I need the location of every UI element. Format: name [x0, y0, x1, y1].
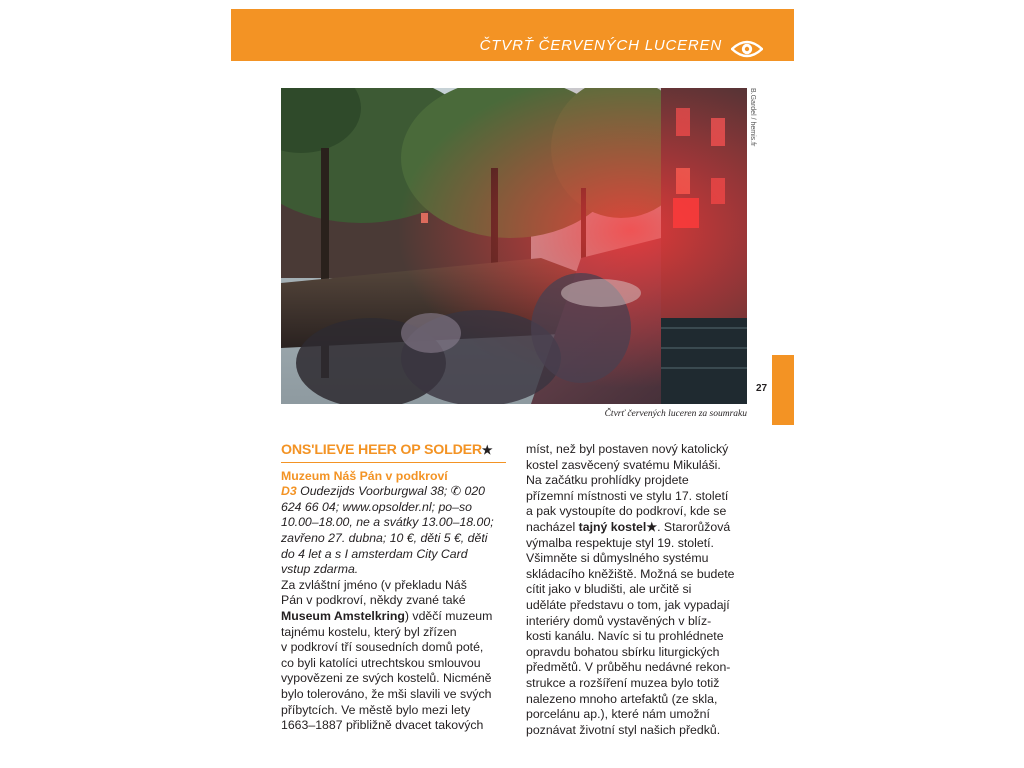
body-line: porcelánu ap.), které nám umožní: [526, 707, 710, 722]
body-line: opravdu bohatou sbírku liturgických: [526, 644, 720, 659]
body-line: předmětů. V průběhu nedávné rekon-: [526, 660, 731, 675]
chapter-header: [231, 9, 794, 61]
body-line: vypovězeni ze svých kostelů. Nicméně: [281, 671, 492, 686]
body-line: přízemní místnosti ve stylu 17. století: [526, 488, 729, 503]
article-right-column: [526, 442, 751, 738]
body-line: výmalba respektuje styl 19. století.: [526, 535, 714, 550]
museum-amstelkring-bold: Museum Amstelkring: [281, 608, 405, 623]
body-line: uděláte představu o tom, jak vypadají: [526, 597, 730, 612]
body-line: v podkroví tří sousedních domů poté,: [281, 640, 484, 655]
body-line: ) vděčí muzeum: [404, 608, 493, 623]
body-line: poznávat životní styl našich předků.: [526, 722, 721, 737]
body-line: strukce a rozšíření muzea bylo totiž: [526, 675, 720, 690]
info-line: 10.00–18.00, ne a svátky 13.00–18.00;: [281, 515, 494, 530]
photo-credit: B.Gardel / hemis.fr: [749, 88, 756, 147]
practical-info: [281, 484, 506, 578]
body-line: míst, než byl postaven nový katolický: [526, 442, 729, 456]
secret-church-bold: tajný kostel: [578, 519, 647, 534]
info-line-address: Oudezijds Voorburgwal 38;: [296, 484, 451, 499]
red-light-district-photo: [281, 88, 747, 404]
article-subtitle: Muzeum Náš Pán v podkroví: [281, 468, 448, 483]
article-left-column: [281, 443, 506, 734]
page-number: 27: [756, 383, 768, 394]
eye-icon: [731, 39, 763, 59]
article-body-left: [281, 578, 506, 734]
body-line: skládacího kněžiště. Možná se budete: [526, 566, 735, 581]
body-line: Za zvláštní jméno (v překladu Náš: [281, 577, 467, 592]
body-line: 1663–1887 přibližně dvacet takových: [281, 718, 484, 733]
body-line: kosti kanálu. Navíc si tu prohlédnete: [526, 629, 724, 644]
body-line: Na začátku prohlídky projdete: [526, 473, 689, 488]
body-line: Všimněte si důmyslného systému: [526, 551, 709, 566]
body-line: příbytcích. Ve městě bylo mezi lety: [281, 702, 471, 717]
star-icon: ★: [481, 443, 493, 457]
body-line: a pak vystoupíte do podkroví, kde se: [526, 504, 727, 519]
phone-icon: ✆: [450, 484, 462, 499]
body-line: interiéry domů vystavěných v blíz-: [526, 613, 712, 628]
article-title: [281, 443, 506, 463]
body-line: . Starorůžová: [657, 519, 731, 534]
body-line: kostel zasvěcený svatému Mikuláši.: [526, 457, 721, 472]
info-line: zavřeno 27. dubna; 10 €, děti 5 €, děti: [281, 530, 488, 545]
body-line: tajnému kostelu, který byl zřízen: [281, 624, 457, 639]
chapter-title: ČTVRŤ ČERVENÝCH LUCEREN: [479, 37, 722, 54]
map-reference: D3: [281, 484, 297, 499]
star-icon: ★: [646, 519, 658, 534]
photo-caption: Čtvrť červených luceren za soumraku: [604, 409, 747, 419]
page-side-tab: [772, 355, 794, 425]
body-line: co byli katolíci utrechtskou smlouvou: [281, 655, 481, 670]
body-line: Pán v podkroví, někdy zvané také: [281, 593, 466, 608]
body-line: nalezeno mnoho artefaktů (ze skla,: [526, 691, 718, 706]
body-line: bylo tolerováno, že mši slavili ve svých: [281, 686, 492, 701]
article-title-text: ONS'LIEVE HEER OP SOLDER: [281, 442, 482, 458]
body-line: nacházel: [526, 519, 579, 534]
info-line: vstup zdarma.: [281, 562, 359, 577]
info-line: do 4 let a s I amsterdam City Card: [281, 546, 468, 561]
info-phone-start: 020: [461, 484, 486, 499]
body-line: cítit jako v bludišti, ale určitě si: [526, 582, 692, 597]
info-line: 624 66 04; www.opsolder.nl; po–so: [281, 499, 472, 514]
